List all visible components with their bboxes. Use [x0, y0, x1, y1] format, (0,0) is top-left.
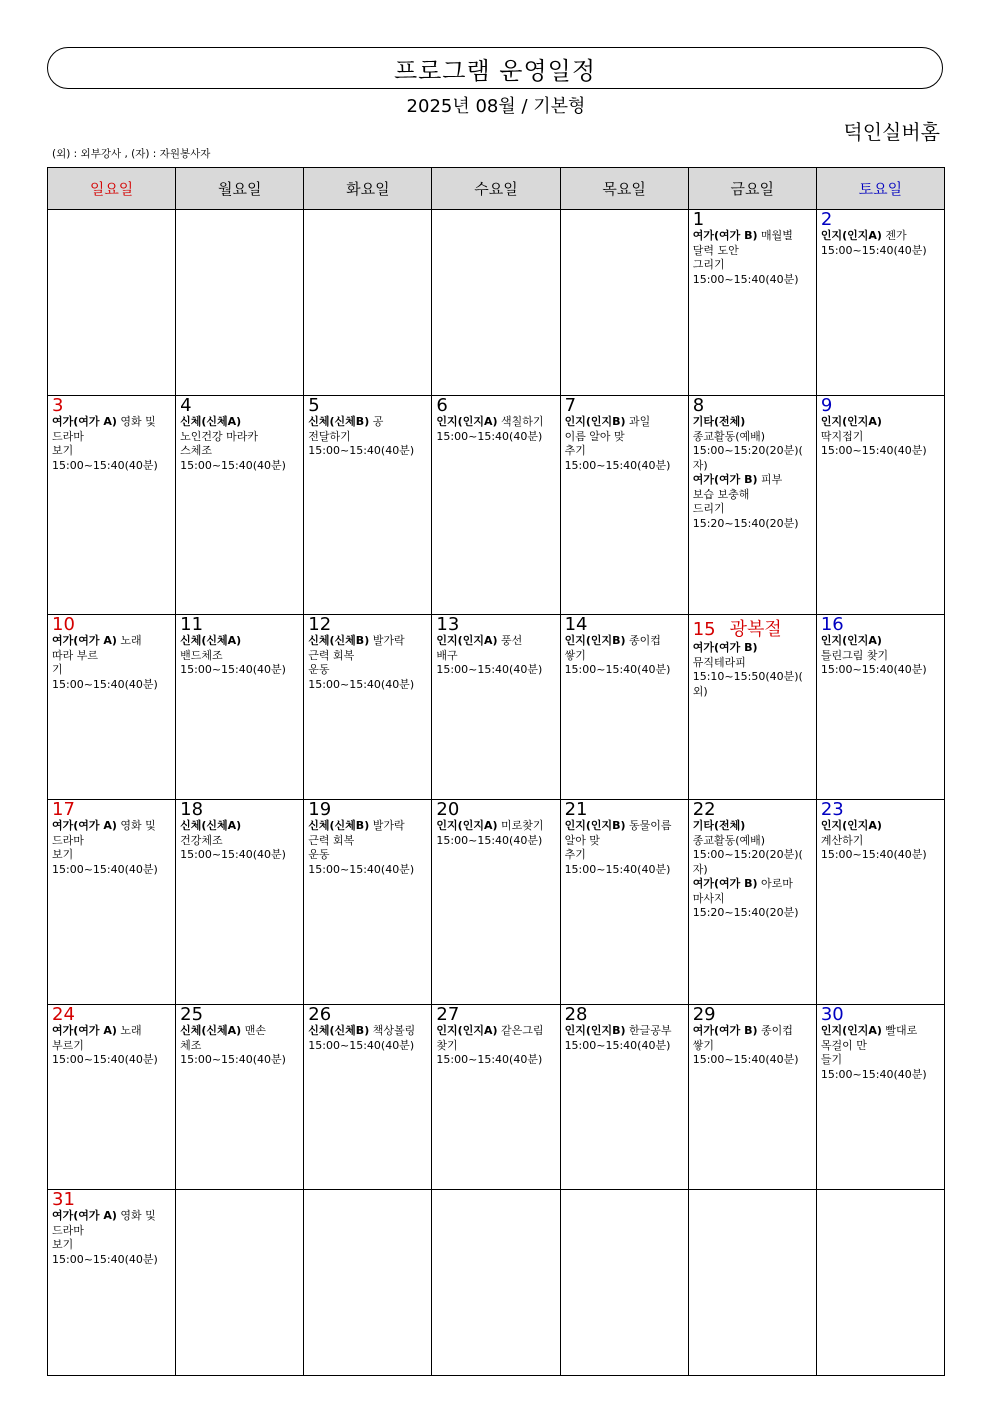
day-number: 18: [180, 799, 204, 820]
program-time: 15:00~15:40(40분): [436, 833, 543, 847]
program-category: 신체(신체B): [308, 415, 370, 428]
day-cell: [432, 615, 560, 800]
center-name: 덕인실버홈: [843, 120, 940, 144]
program-text: 자): [692, 862, 708, 876]
program-text: 동물이름: [625, 819, 672, 832]
day-number: 9: [820, 395, 833, 416]
program-text: 젠가: [881, 229, 907, 242]
day-cell: [48, 800, 176, 1005]
program-text: 책상볼링: [369, 1024, 416, 1037]
day-number: 4: [180, 395, 192, 416]
day-cell: [304, 1190, 432, 1376]
program-time: 15:00~15:40(40분): [692, 272, 799, 286]
program-event: [565, 415, 688, 473]
program-time: 15:00~15:20(20분)(: [692, 444, 803, 457]
week-row: [48, 1005, 945, 1190]
program-time: 15:00~15:40(40분): [180, 848, 286, 861]
program-text: 풍선: [497, 634, 523, 647]
program-category: 인지(인지B): [564, 1024, 626, 1037]
program-text: 알아 맞: [564, 833, 600, 847]
program-text: 추기: [564, 848, 586, 861]
day-cell: [304, 396, 432, 615]
program-category: 여가(여가 A): [52, 634, 117, 647]
day-number: 10: [52, 614, 75, 635]
day-cell: [48, 396, 176, 615]
program-text: 따라 부르: [52, 648, 99, 662]
day-cell: [560, 615, 688, 800]
day-number: 2: [820, 209, 833, 230]
page-title: 프로그램 운영일정: [393, 56, 597, 85]
program-text: 보기: [52, 1238, 74, 1251]
weekday-header: 토요일: [816, 168, 944, 210]
day-number: 25: [180, 1004, 204, 1025]
program-event: [693, 819, 816, 877]
program-text: 배구: [436, 648, 458, 662]
weekday-header: 수요일: [432, 168, 560, 210]
day-cell: [176, 800, 304, 1005]
day-cell: [816, 615, 944, 800]
program-time: 15:00~15:40(40분): [180, 458, 286, 472]
program-event: [693, 229, 816, 287]
program-category: 여가(여가 B): [692, 229, 758, 242]
program-event: [565, 819, 688, 877]
program-category: 인지(인지A): [820, 634, 882, 647]
program-event: [436, 819, 559, 848]
program-text: 영화 및: [116, 415, 156, 428]
program-event: [180, 634, 303, 678]
day-number: 24: [52, 1004, 75, 1025]
program-category: 여가(여가 A): [52, 415, 117, 428]
day-cell: [688, 800, 816, 1005]
program-category: 여가(여가 A): [52, 1209, 117, 1222]
program-event: [821, 819, 944, 863]
program-text: 근력 회복: [308, 833, 355, 847]
program-text: 맨손: [241, 1024, 266, 1037]
day-cell: [304, 210, 432, 396]
program-time: 15:00~15:40(40분): [180, 663, 286, 676]
program-time: 15:00~15:40(40분): [820, 444, 927, 457]
day-number: 13: [436, 614, 460, 635]
program-event: [52, 634, 175, 692]
program-time: 15:00~15:40(40분): [436, 1053, 543, 1066]
program-text: 노래: [116, 634, 142, 647]
program-category: 인지(인지B): [564, 415, 626, 428]
program-event: [180, 1024, 303, 1068]
program-category: 인지(인지A): [820, 1024, 882, 1037]
day-cell: [688, 396, 816, 615]
program-category: 인지(인지A): [436, 415, 498, 428]
title-box: [47, 47, 943, 89]
program-text: 쌓기: [692, 1038, 714, 1052]
day-number: 7: [564, 395, 577, 416]
day-cell: [432, 1190, 560, 1376]
program-text: 공: [369, 415, 384, 428]
program-time: 15:00~15:40(40분): [692, 1053, 799, 1066]
program-category: 인지(인지B): [564, 634, 626, 647]
program-time: 15:00~15:40(40분): [820, 1067, 927, 1081]
program-text: 종이컵: [757, 1024, 793, 1037]
day-cell: [816, 800, 944, 1005]
program-text: 종교활동(예배): [692, 833, 766, 847]
program-category: 여가(여가 B): [692, 877, 758, 890]
program-time: 15:00~15:40(40분): [52, 458, 158, 472]
program-text: 종이컵: [625, 634, 661, 647]
day-number: 26: [308, 1004, 332, 1025]
program-text: 드라마: [52, 429, 84, 443]
program-text: 노래: [116, 1024, 142, 1037]
program-time: 15:00~15:40(40분): [52, 1053, 158, 1066]
program-category: 인지(인지A): [436, 634, 498, 647]
day-number: 16: [820, 614, 844, 635]
program-text: 발가락: [369, 634, 405, 647]
program-text: 보기: [52, 848, 74, 861]
day-cell: [304, 800, 432, 1005]
weekday-header: 월요일: [176, 168, 304, 210]
program-text: 외): [692, 684, 708, 698]
day-cell: [816, 210, 944, 396]
program-text: 드라마: [52, 833, 84, 847]
program-time: 15:00~15:40(40분): [308, 444, 415, 457]
program-time: 15:00~15:40(40분): [820, 848, 927, 861]
program-text: 빨대로: [881, 1024, 918, 1037]
program-text: 보기: [52, 444, 74, 457]
program-category: 인지(인지A): [436, 819, 498, 832]
program-event: [180, 415, 303, 473]
program-time: 15:00~15:20(20분)(: [692, 848, 803, 861]
program-time: 15:20~15:40(20분): [692, 906, 799, 919]
program-text: 피부: [757, 473, 783, 486]
day-cell: [688, 1005, 816, 1190]
program-text: 체조: [180, 1038, 202, 1052]
program-event: [52, 819, 175, 877]
program-time: 15:00~15:40(40분): [564, 663, 671, 676]
program-text: 틀린그림 찾기: [820, 648, 889, 662]
day-number: 22: [692, 799, 716, 820]
program-event: [308, 415, 431, 459]
day-cell: [560, 396, 688, 615]
day-number: 19: [308, 799, 332, 820]
program-text: 자): [692, 458, 708, 472]
program-category: 여가(여가 B): [692, 473, 758, 486]
legend: (외) : 외부강사 , (자) : 자원봉사자: [52, 148, 211, 160]
weekday-header: 금요일: [688, 168, 816, 210]
day-number: 20: [436, 799, 460, 820]
program-text: 기: [52, 663, 63, 676]
day-cell: [560, 1190, 688, 1376]
program-category: 여가(여가 A): [52, 819, 117, 832]
program-category: 신체(신체A): [180, 634, 242, 647]
program-text: 미로찾기: [497, 819, 544, 832]
weekday-header: 화요일: [304, 168, 432, 210]
program-event: [693, 473, 816, 531]
day-cell: [176, 615, 304, 800]
weekday-header: 일요일: [48, 168, 176, 210]
program-time: 15:00~15:40(40분): [436, 429, 543, 443]
program-category: 신체(신체B): [308, 1024, 370, 1037]
program-event: [821, 415, 944, 459]
program-category: 여가(여가 A): [52, 1024, 117, 1037]
program-event: [436, 415, 559, 444]
day-cell: [304, 615, 432, 800]
day-cell: [48, 210, 176, 396]
calendar-table: [47, 167, 945, 1376]
program-event: [693, 1024, 816, 1068]
day-number: 31: [52, 1189, 75, 1210]
program-text: 과일: [625, 415, 651, 428]
day-number: 29: [692, 1004, 716, 1025]
program-category: 기타(전체): [692, 819, 746, 832]
day-number: 3: [52, 395, 64, 416]
day-cell: [688, 615, 816, 800]
program-text: 운동: [308, 848, 330, 861]
week-row: [48, 615, 945, 800]
program-text: 계산하기: [820, 833, 864, 847]
day-number: 14: [564, 614, 588, 635]
weekday-header: 목요일: [560, 168, 688, 210]
day-number: 17: [52, 799, 75, 820]
program-text: 드라마: [52, 1223, 84, 1237]
program-category: 인지(인지A): [820, 229, 882, 242]
day-cell: [48, 1005, 176, 1190]
program-text: 같은그림: [497, 1024, 544, 1037]
program-time: 15:00~15:40(40분): [564, 1038, 671, 1052]
program-time: 15:00~15:40(40분): [564, 458, 671, 472]
day-cell: [432, 1005, 560, 1190]
program-text: 전달하기: [308, 429, 351, 443]
program-category: 신체(신체A): [180, 415, 242, 428]
program-text: 건강체조: [180, 833, 223, 847]
program-time: 15:00~15:40(40분): [820, 243, 927, 257]
program-category: 인지(인지B): [564, 819, 626, 832]
program-event: [565, 634, 688, 678]
program-category: 여가(여가 B): [692, 641, 758, 654]
day-cell: [560, 210, 688, 396]
program-text: 마사지: [692, 891, 725, 905]
program-event: [821, 634, 944, 678]
program-text: 뮤직테라피: [692, 655, 746, 669]
program-text: 찾기: [436, 1038, 458, 1052]
program-text: 딱지접기: [820, 429, 864, 443]
program-event: [693, 641, 816, 699]
program-text: 들기: [820, 1053, 843, 1066]
week-row: [48, 1190, 945, 1376]
day-number: 11: [180, 614, 204, 635]
program-text: 드리기: [692, 502, 725, 515]
program-text: 색칠하기: [497, 415, 544, 428]
program-text: 부르기: [52, 1038, 84, 1052]
program-category: 인지(인지A): [436, 1024, 498, 1037]
program-event: [308, 1024, 431, 1053]
day-number: 27: [436, 1004, 460, 1025]
week-row: [48, 800, 945, 1005]
program-text: 근력 회복: [308, 648, 355, 662]
program-text: 종교활동(예배): [692, 429, 766, 443]
program-text: 아로마: [757, 877, 793, 890]
program-time: 15:00~15:40(40분): [52, 1252, 158, 1266]
program-text: 영화 및: [116, 819, 156, 832]
program-category: 신체(신체B): [308, 819, 370, 832]
program-text: 매월별: [757, 229, 793, 242]
day-cell: [176, 210, 304, 396]
day-cell: [48, 1190, 176, 1376]
day-number: 21: [564, 799, 588, 820]
day-number: 28: [564, 1004, 588, 1025]
program-event: [565, 1024, 688, 1053]
program-time: 15:00~15:40(40분): [308, 862, 415, 876]
day-number: 23: [820, 799, 844, 820]
program-text: 노인건강 마라카: [180, 429, 259, 443]
program-text: 보습 보충해: [692, 487, 750, 501]
program-time: 15:00~15:40(40분): [820, 663, 927, 676]
program-time: 15:20~15:40(20분): [692, 516, 799, 530]
program-category: 인지(인지A): [820, 415, 882, 428]
week-row: [48, 396, 945, 615]
day-cell: [816, 396, 944, 615]
program-time: 15:10~15:50(40분)(: [692, 670, 803, 683]
day-number: 12: [308, 614, 332, 635]
program-text: 이름 알아 맞: [564, 429, 625, 443]
program-time: 15:00~15:40(40분): [180, 1053, 286, 1066]
day-cell: [176, 1190, 304, 1376]
day-number: 1: [692, 209, 705, 230]
day-cell: [816, 1005, 944, 1190]
program-event: [821, 229, 944, 258]
program-time: 15:00~15:40(40분): [436, 663, 543, 676]
program-text: 발가락: [369, 819, 405, 832]
page-subtitle: 2025년 08월 / 기본형: [406, 96, 586, 117]
program-event: [821, 1024, 944, 1082]
program-event: [52, 1209, 175, 1267]
program-text: 한글공부: [625, 1024, 672, 1037]
day-cell: [304, 1005, 432, 1190]
day-cell: [176, 396, 304, 615]
program-category: 신체(신체A): [180, 1024, 242, 1037]
program-text: 추기: [564, 444, 586, 457]
day-number: 30: [820, 1004, 844, 1025]
program-category: 신체(신체A): [180, 819, 242, 832]
day-cell: [432, 396, 560, 615]
program-category: 인지(인지A): [820, 819, 882, 832]
program-event: [308, 634, 431, 692]
day-cell: [560, 800, 688, 1005]
day-cell: [432, 210, 560, 396]
program-text: 스체조: [180, 444, 213, 457]
program-time: 15:00~15:40(40분): [564, 862, 671, 876]
day-cell: [432, 800, 560, 1005]
day-number: 15: [692, 619, 716, 640]
day-cell: [176, 1005, 304, 1190]
program-text: 영화 및: [116, 1209, 156, 1222]
week-row: [48, 210, 945, 396]
program-category: 여가(여가 B): [692, 1024, 758, 1037]
program-time: 15:00~15:40(40분): [308, 1038, 415, 1052]
day-number: 6: [436, 395, 448, 416]
holiday-label: 광복절: [729, 619, 782, 640]
day-cell: [816, 1190, 944, 1376]
program-event: [52, 1024, 175, 1068]
program-time: 15:00~15:40(40분): [52, 862, 158, 876]
day-cell: [688, 1190, 816, 1376]
program-event: [308, 819, 431, 877]
day-cell: [48, 615, 176, 800]
program-event: [436, 634, 559, 678]
program-text: 목걸이 만: [820, 1038, 867, 1052]
program-text: 달력 도안: [692, 243, 739, 257]
program-event: [180, 819, 303, 863]
day-number: 8: [692, 395, 705, 416]
program-event: [52, 415, 175, 473]
program-text: 운동: [308, 663, 330, 676]
program-category: 기타(전체): [692, 415, 746, 428]
weekday-header-row: [48, 168, 945, 210]
program-time: 15:00~15:40(40분): [308, 677, 415, 691]
program-event: [436, 1024, 559, 1068]
day-number: 5: [308, 395, 320, 416]
program-text: 그리기: [692, 258, 725, 271]
program-time: 15:00~15:40(40분): [52, 677, 158, 691]
program-event: [693, 877, 816, 921]
program-text: 쌓기: [564, 648, 586, 662]
day-cell: [560, 1005, 688, 1190]
day-cell: [688, 210, 816, 396]
program-event: [693, 415, 816, 473]
program-text: 밴드체조: [180, 648, 223, 662]
program-category: 신체(신체B): [308, 634, 370, 647]
